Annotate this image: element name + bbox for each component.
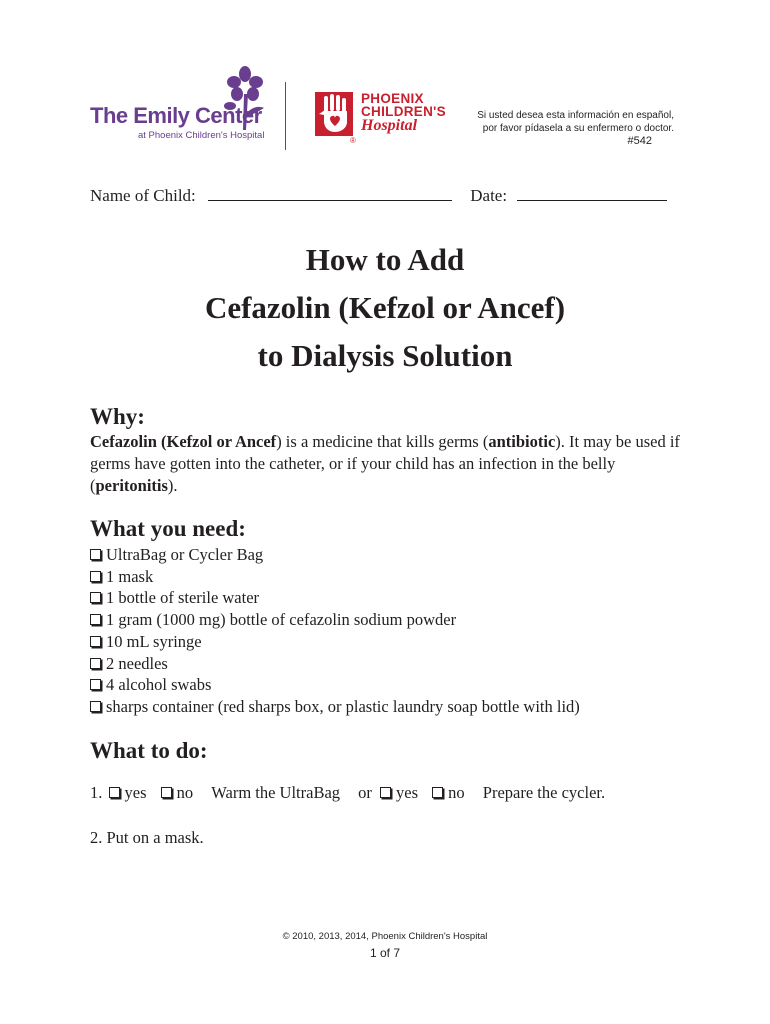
step-1 — [90, 783, 605, 803]
step-1b-yes-label: yes — [396, 783, 419, 802]
need-heading: What you need: — [90, 516, 246, 541]
name-of-child-field[interactable] — [208, 188, 452, 201]
why-text3: ). — [167, 476, 178, 495]
list-item: 4 alcohol swabs — [90, 674, 580, 696]
checkbox[interactable] — [90, 592, 101, 603]
spanish-notice-line2: por favor pídasela a su enfermero o doctor. — [482, 123, 674, 134]
checkbox[interactable] — [90, 658, 101, 669]
checkbox[interactable] — [90, 636, 101, 647]
why-heading: Why: — [90, 404, 145, 429]
todo-heading: What to do: — [90, 738, 208, 763]
pch-logo-line3: Hospital — [361, 117, 418, 134]
step-1-yes-label: yes — [124, 783, 147, 802]
pch-logo-line2: CHILDREN'S — [361, 104, 446, 119]
emily-center-logo-text: The Emily Center — [90, 103, 262, 128]
list-item: 1 bottle of sterile water — [90, 587, 580, 609]
step-1-no-label: no — [176, 783, 194, 802]
step-1b-no-checkbox[interactable] — [432, 787, 443, 798]
emily-center-subtitle: at Phoenix Children's Hospital — [138, 130, 265, 141]
page-number: 1 of 7 — [369, 946, 401, 960]
date-label: Date: — [470, 186, 508, 205]
list-item: 1 mask — [90, 566, 580, 588]
why-paragraph — [90, 431, 680, 497]
why-bold-drug: Cefazolin (Kefzol or Ancef — [90, 432, 277, 451]
why-bold-peritonitis: peritonitis — [95, 476, 168, 495]
list-item: 2 needles — [90, 653, 580, 675]
copyright-notice: © 2010, 2013, 2014, Phoenix Children's Hospital — [282, 931, 488, 942]
step-1b-yes-checkbox[interactable] — [380, 787, 391, 798]
name-date-row — [90, 186, 667, 206]
why-bold-antibiotic: antibiotic — [488, 432, 556, 451]
checkbox[interactable] — [90, 701, 101, 712]
checkbox[interactable] — [90, 614, 101, 625]
supply-checklist — [90, 544, 580, 718]
step-1b-no-label: no — [448, 783, 465, 802]
logo-divider — [285, 82, 286, 150]
checkbox[interactable] — [90, 679, 101, 690]
spanish-notice — [414, 109, 674, 135]
why-text1: ) is a medicine that kills germs ( — [276, 432, 489, 451]
step-1-no-checkbox[interactable] — [161, 787, 172, 798]
title-line1: How to Add — [305, 242, 465, 277]
document-number: #542 — [627, 135, 652, 147]
page-title — [0, 236, 770, 380]
registered-mark: ® — [350, 136, 356, 145]
pch-logo-line1: PHOENIX — [361, 91, 424, 106]
date-field[interactable] — [517, 188, 667, 201]
title-line3: to Dialysis Solution — [257, 338, 513, 373]
step-1-text-a: Warm the UltraBag — [211, 783, 341, 802]
title-line2: Cefazolin (Kefzol or Ancef) — [204, 290, 566, 325]
name-of-child-label: Name of Child: — [90, 186, 196, 205]
step-1-or: or — [358, 783, 372, 802]
checkbox[interactable] — [90, 549, 101, 560]
list-item: 1 gram (1000 mg) bottle of cefazolin sodium powder — [90, 609, 580, 631]
list-item: 10 mL syringe — [90, 631, 580, 653]
pch-hand-heart-icon — [315, 90, 357, 140]
why-text2: ). It may be used if germs have gotten into the catheter, or if your child has an infection in the belly ( — [90, 432, 680, 495]
list-item: sharps container (red sharps box, or plastic laundry soap bottle with lid) — [90, 696, 580, 718]
step-2: 2. Put on a mask. — [90, 828, 204, 847]
list-item: UltraBag or Cycler Bag — [90, 544, 580, 566]
step-1-yes-checkbox[interactable] — [109, 787, 120, 798]
spanish-notice-line1: Si usted desea esta información en español, — [477, 110, 674, 121]
step-1-text-b: Prepare the cycler. — [482, 783, 606, 802]
checkbox[interactable] — [90, 571, 101, 582]
step-1-number: 1. — [90, 783, 103, 802]
